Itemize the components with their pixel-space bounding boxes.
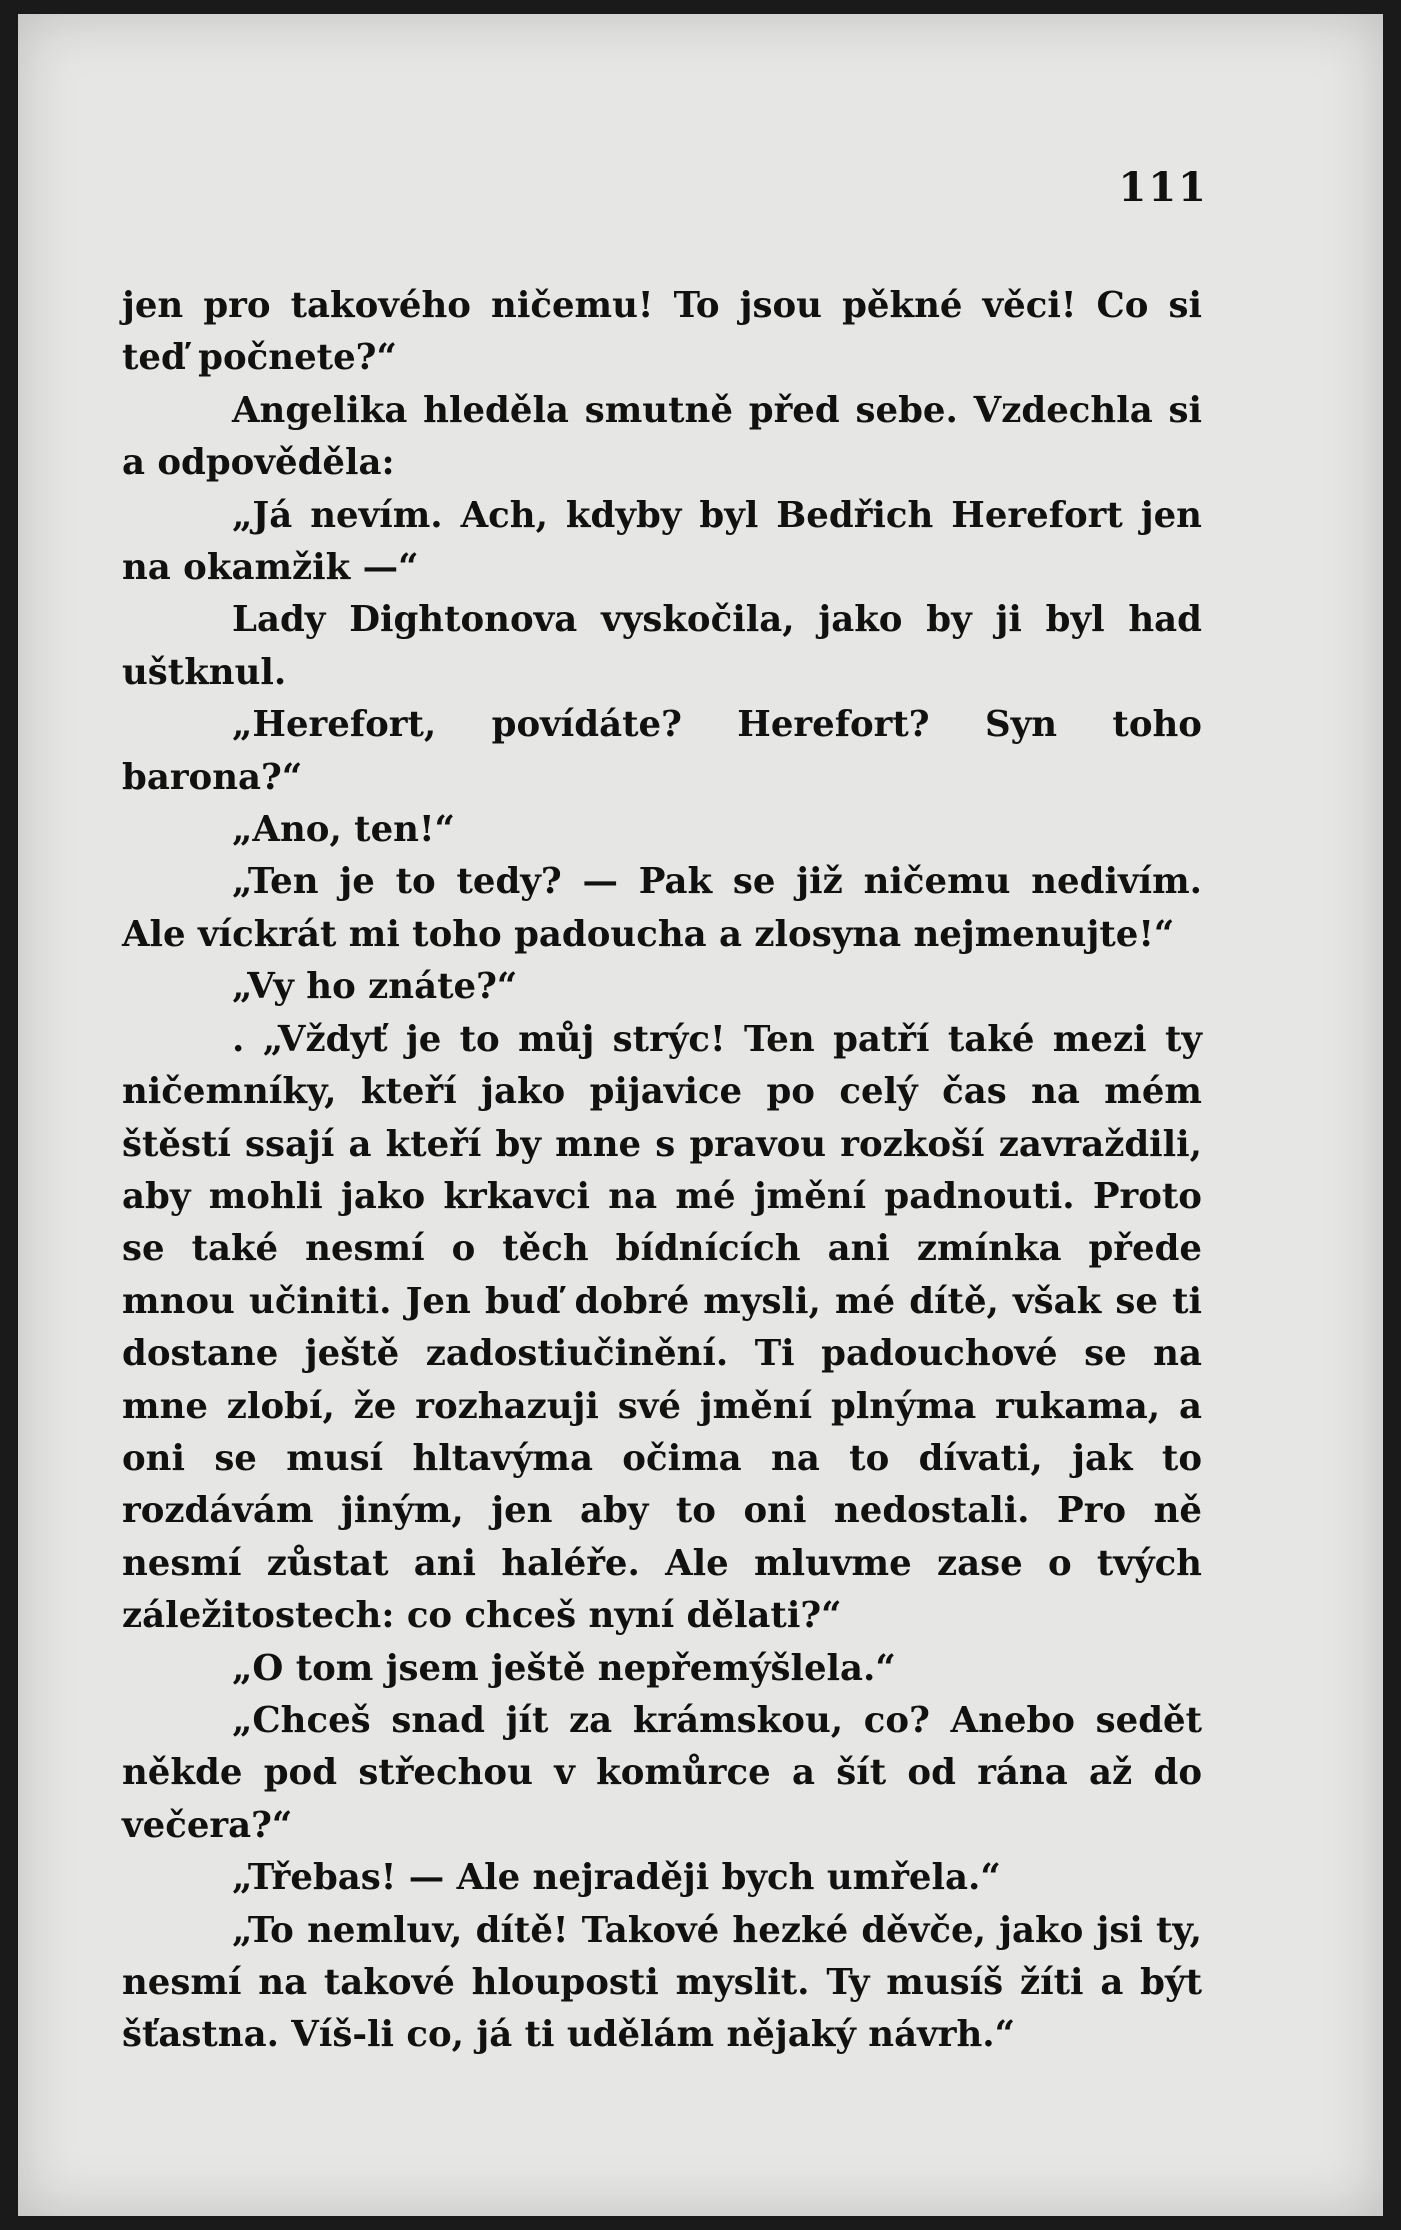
paragraph: . „Vždyť je to můj strýc! Ten patří také mezi ty ničemníky, kteří jako pijavice po celý čas na mém štěstí ssají a kteří by mne s pravou rozkoší zavraždili, aby mohli jako krkavci na mé jmění padnouti. Proto se také nesmí o těch bídnících ani zmínka přede mnou učiniti. Jen buď dobré mysli, mé dítě, však se ti dostane ještě zadostiučinění. Ti padouchové se na mne zlobí, že rozhazuji své jmění plnýma rukama, a oni se musí hltavýma očima na to dívati, jak to rozdávám jiným, jen aby to oni nedostali. Pro ně nesmí zůstat ani haléře. Ale mluvme zase o tvých záležitostech: co chceš nyní dělati?“ (122, 1018, 1202, 1637)
paragraph: „Ano, ten!“ (232, 809, 455, 851)
book-page (18, 14, 1383, 2216)
paragraph: jen pro takového ničemu! To jsou pěkné věci! Co si teď počnete?“ (122, 285, 1202, 379)
paragraph: Angelika hleděla smutně před sebe. Vzdechla si a odpověděla: (122, 389, 1202, 484)
paragraph: „Ten je to tedy? — Pak se již ničemu nedivím. Ale víckrát mi toho padoucha a zlosyna nejmenujte!“ (122, 861, 1202, 955)
paragraph: „O tom jsem ještě nepřemýšlela.“ (232, 1647, 896, 1689)
page-number: 111 (1118, 164, 1208, 211)
paragraph: „Chceš snad jít za krámskou, co? Anebo sedět někde pod střechou v komůrce a šít od rána až do večera?“ (122, 1699, 1202, 1846)
body-text (122, 280, 1202, 2062)
paragraph: Lady Dightonova vyskočila, jako by ji byl had uštknul. (122, 599, 1202, 693)
paragraph: „Třebas! — Ale nejraději bych umřela.“ (232, 1857, 1001, 1899)
paragraph: „To nemluv, dítě! Takové hezké děvče, jako jsi ty, nesmí na takové hlouposti myslit. Ty musíš žíti a být šťastna. Víš-li co, já ti udělám nějaký návrh.“ (122, 1909, 1202, 2056)
paragraph: „Herefort, povídáte? Herefort? Syn toho barona?“ (122, 704, 1202, 798)
paragraph: „Vy ho znáte?“ (232, 966, 518, 1008)
paragraph: „Já nevím. Ach, kdyby byl Bedřich Herefort jen na okamžik —“ (122, 494, 1202, 589)
